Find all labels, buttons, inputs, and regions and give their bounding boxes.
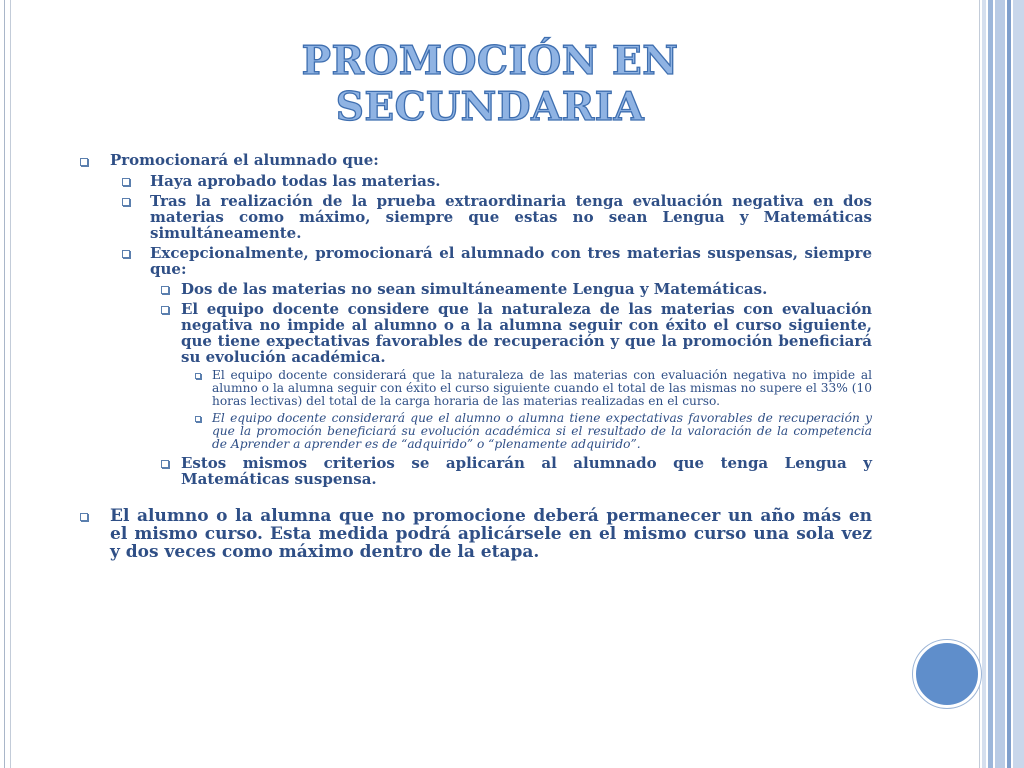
slide-body [76, 152, 872, 561]
list-item [76, 193, 872, 241]
list-item [76, 412, 872, 451]
square-bullet-icon [195, 373, 201, 379]
square-bullet-icon [122, 178, 130, 186]
list-item-text: Tras la realización de la prueba extraordinaria tenga evaluación negativa en dos materias como máximo, siempre que estas no sean Lengua y Matemáticas simultáneamente. [150, 192, 872, 242]
square-bullet-icon [161, 306, 169, 314]
list-item-text: Dos de las materias no sean simultáneamente Lengua y Matemáticas. [181, 280, 768, 298]
list-item-text: El equipo docente considerará que el alumno o alumna tiene expectativas favorables de recuperación y que la promoción beneficiará su evolución académica si el resultado de la valoración de la competencia de Aprender a aprender es de “adquirido” o “plenamente adquirido”. [212, 411, 872, 451]
list-item [76, 281, 872, 297]
list-item [76, 173, 872, 189]
title-line-2: SECUNDARIA [335, 84, 645, 130]
list-item [76, 369, 872, 408]
square-bullet-icon [80, 158, 88, 166]
square-bullet-icon [161, 460, 169, 468]
decorative-side-stripes [982, 0, 1024, 768]
list-item-text: Promocionará el alumnado que: [110, 151, 379, 169]
list-item [76, 152, 872, 169]
list-item-text: Excepcionalmente, promocionará el alumnado con tres materias suspensas, siempre que: [150, 244, 872, 278]
square-bullet-icon [161, 286, 169, 294]
list-item [76, 301, 872, 365]
list-item [76, 245, 872, 277]
square-bullet-icon [80, 513, 88, 521]
list-item-text: Haya aprobado todas las materias. [150, 172, 441, 190]
title-line-1: PROMOCIÓN EN [301, 38, 679, 84]
slide-title [100, 38, 880, 130]
square-bullet-icon [195, 416, 201, 422]
list-item [76, 507, 872, 561]
list-item [76, 455, 872, 487]
list-item-text: El alumno o la alumna que no promocione deberá permanecer un año más en el mismo curso. Esta medida podrá aplicársele en el mismo curso una sola vez y dos veces como máximo dentro de la etapa. [110, 506, 872, 562]
list-item-text: El equipo docente considerará que la naturaleza de las materias con evaluación negativa no impide al alumno o la alumna seguir con éxito el curso siguiente cuando el total de las mismas no supere el 33% (10 horas lectivas) del total de la carga horaria de las materias realizadas en el curso. [212, 368, 872, 408]
square-bullet-icon [122, 198, 130, 206]
decorative-circle [913, 640, 981, 708]
square-bullet-icon [122, 250, 130, 258]
list-item-text: El equipo docente considere que la naturaleza de las materias con evaluación negativa no impide al alumno o a la alumna seguir con éxito el curso siguiente, que tiene expectativas favorables de recuperación y que la promoción beneficiará su evolución académica. [181, 300, 872, 366]
list-item-text: Estos mismos criterios se aplicarán al alumnado que tenga Lengua y Matemáticas suspensa. [181, 454, 872, 488]
